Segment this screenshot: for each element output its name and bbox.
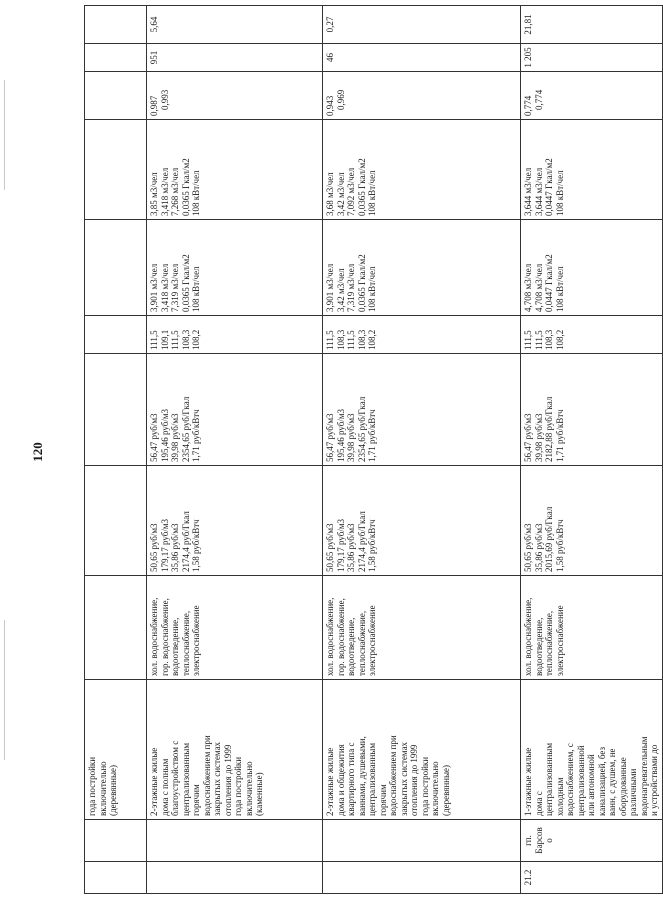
cell-line: централизованным [180,742,191,816]
cell-line: 2354,65 руб/Гкал [356,396,367,462]
cell-line: 0,0365 Гкал/м2 [180,158,191,216]
cell-line: 39,98 руб/м3 [533,413,544,462]
cell-services [521,576,663,680]
cell-services [147,576,323,680]
cell-tariff-new [323,354,521,466]
scan-edge-mark-top [4,80,5,190]
cell-line: водоснабжением при [201,735,212,816]
cell-line: 0,0365 Гкал/м2 [180,254,191,312]
cell-norm-new [323,120,521,220]
cell-norm-new [147,120,323,220]
cell-line: теплоснабжение, [544,610,554,676]
cell-line: отопления до 1999 [409,744,419,816]
cell-norm-previous [323,220,521,316]
cell-line: закрытых системах [398,741,409,816]
cell-number [147,862,323,894]
cell-line: 39,98 руб/м3 [170,413,180,462]
cell-line: закрытых системах [212,741,222,816]
cell-line: различными [628,768,638,816]
cell-line: 111,5 [523,330,533,350]
cell-coefficient [521,72,663,120]
table-row [147,6,323,894]
cell-tariff-new [521,354,663,466]
cell-line: (каменные) [254,772,264,816]
cell-line: 111,5 [170,330,180,350]
cell-norm-new [521,120,663,220]
cell-tariff-previous [323,466,521,576]
coefficient-primary: 0,987 [149,95,159,116]
cell-line: отопления до 1999 [222,744,233,816]
cell-line: 108,3 [356,329,367,350]
cell-line: хол. водоснабжение, [325,597,335,676]
cell-line: года постройки [233,756,243,816]
cell-line: 56,47 руб/м3 [325,413,335,462]
cell-line: 0,0447 Гкал/м2 [544,254,554,312]
cell-payment-change [85,6,147,44]
coefficient-secondary: 0,969 [335,89,346,110]
cell-line: 108 кВт/чел [554,266,565,312]
cell-line: 7,319 м3/чел [346,263,356,312]
cell-line: 2-этажные жилые [149,747,159,816]
cell-line: 35,86 руб/м3 [170,523,180,572]
cell-population: 1 205 [521,44,663,72]
cell-line: 179,17 руб/м3 [335,518,346,572]
cell-line: 2354,65 руб/Гкал [180,396,191,462]
cell-line: 3,85 м3/чел [149,172,159,216]
cell-tariff-new [85,354,147,466]
cell-line: ванн, с душем, не [607,748,617,816]
cell-services [85,576,147,680]
cell-line: 2174,4 руб/Гкал [180,511,191,572]
cell-population [85,44,147,72]
cell-line: оборудованные [617,757,628,816]
cell-line: 1,58 руб/кВтч [554,519,565,572]
cell-line: гор. водоснабжение, [159,598,170,676]
cell-line: 50,65 руб/м3 [523,523,533,572]
cell-housing-type [521,680,663,820]
cell-line: водоснабжением при [388,735,398,816]
cell-line: 2-этажные жилые [325,747,335,816]
cell-line: теплоснабжение, [356,610,367,676]
cell-line: (деревянные) [108,764,118,816]
cell-payment-change: 21,81 [521,6,663,44]
cell-line: 7,268 м3/чел [170,167,180,216]
cell-norm-previous [521,220,663,316]
cell-line: электроснабжение [554,605,565,676]
cell-line: 1,58 руб/кВтч [191,519,201,572]
cell-norm-previous [147,220,323,316]
tariff-table [84,5,663,894]
cell-line: 1,58 руб/кВтч [367,519,377,572]
cell-line: электроснабжение [367,605,377,676]
cell-line: 108 кВт/чел [367,266,377,312]
cell-line: 1,71 руб/кВтч [554,409,565,462]
cell-line: водоотведение, [346,617,356,676]
cell-line: 108 кВт/чел [191,170,201,216]
cell-line: 111,5 [346,330,356,350]
cell-line: холодным [554,777,565,816]
cell-housing-type [323,680,521,820]
cell-line: 7,092 м3/чел [346,167,356,216]
cell-services [323,576,521,680]
cell-line: 111,5 [533,330,544,350]
cell-population: 951 [147,44,323,72]
cell-number [85,862,147,894]
cell-line: дома и общежития [335,744,346,816]
table-row [521,6,663,894]
cell-line: 109,1 [159,329,170,350]
cell-line: включительно [430,761,440,816]
cell-number: 21.2 [521,862,663,894]
cell-line: дома с [533,791,544,816]
cell-line: 3,68 м3/чел [325,172,335,216]
cell-line: 108 кВт/чел [191,266,201,312]
cell-line: 3,42 м3/чел [335,172,346,216]
cell-line: 1,71 руб/кВтч [367,409,377,462]
cell-settlement [521,820,663,862]
cell-line: благоустройством с [170,740,180,816]
cell-line: 1,71 руб/кВтч [191,409,201,462]
cell-line: 111,5 [149,330,159,350]
cell-norm-new [85,120,147,220]
cell-line: централизованной [575,745,586,816]
cell-line: 2174,4 руб/Гкал [356,511,367,572]
cell-line: 108,3 [335,329,346,350]
cell-tariff-previous [147,466,323,576]
cell-line: горячим [191,784,201,816]
cell-line: 3,901 м3/чел [149,263,159,312]
cell-line: хол. водоснабжение, [523,597,533,676]
cell-line: ваннами, душевыми, [356,736,367,816]
cell-line: водоотведение, [170,617,180,676]
cell-line: 1-этажные жилые [523,747,533,816]
cell-line: 3,418 м3/чел [159,263,170,312]
cell-line: 50,65 руб/м3 [149,523,159,572]
cell-line: 195,46 руб/м3 [335,408,346,462]
cell-line: гор. водоснабжение, [335,598,346,676]
cell-line: 0,0365 Гкал/м2 [356,254,367,312]
cell-line: или автономной [586,754,596,816]
cell-line: централизованным [367,742,377,816]
cell-line: года постройки [419,756,430,816]
cell-line: квартирного типа с [346,742,356,816]
cell-payment-change: 5,64 [147,6,323,44]
cell-line: 0,0365 Гкал/м2 [356,158,367,216]
cell-line: водоотведение, [533,617,544,676]
cell-line: 3,901 м3/чел [325,263,335,312]
cell-line: хол. водоснабжение, [149,597,159,676]
cell-line: 2182,88 руб/Гкал [544,396,554,462]
cell-line: включительно [97,761,108,816]
cell-line: 50,65 руб/м3 [325,523,335,572]
cell-line: Барсов [533,827,544,854]
cell-tariff-new [147,354,323,466]
cell-line: 108 кВт/чел [554,170,565,216]
cell-line: 195,46 руб/м3 [159,408,170,462]
cell-line: и устройствами до [649,744,659,816]
cell-coefficient [147,72,323,120]
cell-line: 35,86 руб/м3 [346,523,356,572]
cell-line: (деревянные) [440,764,451,816]
cell-line: 108 кВт/чел [367,170,377,216]
cell-line: теплоснабжение, [180,610,191,676]
cell-number [323,862,521,894]
coefficient-secondary: 0,774 [533,89,544,110]
coefficient-primary: 0,774 [523,95,533,116]
cell-growth-index [85,316,147,354]
scan-edge-mark-bottom [4,620,5,760]
cell-line: 108,3 [180,329,191,350]
cell-tariff-previous [521,466,663,576]
table-body [85,6,663,894]
cell-line: централизованным [544,742,554,816]
cell-line: 3,418 м3/чел [159,167,170,216]
page-number: 120 [30,442,45,462]
table-row [85,6,147,894]
coefficient-primary: 0,943 [325,95,335,116]
cell-housing-type [147,680,323,820]
cell-line: дома с полным [159,758,170,816]
cell-line: 3,644 м3/чел [523,167,533,216]
table-row [323,6,521,894]
cell-line: канализацией, без [596,746,607,816]
cell-line: 3,42 м3/чел [335,268,346,312]
cell-line: включительно [243,761,254,816]
cell-line: о [544,838,554,843]
cell-housing-type [85,680,147,820]
cell-settlement [85,820,147,862]
cell-population: 46 [323,44,521,72]
cell-line: 56,47 руб/м3 [523,413,533,462]
cell-line: 56,47 руб/м3 [149,413,159,462]
cell-line: 3,644 м3/чел [533,167,544,216]
cell-growth-index [323,316,521,354]
cell-line: горячим [377,784,388,816]
rotated-table [84,6,659,894]
cell-growth-index [521,316,663,354]
cell-line: водоснабжением, с [565,743,575,816]
coefficient-secondary: 0,993 [159,89,170,110]
cell-line: 108,2 [191,329,201,350]
cell-line: 39,98 руб/м3 [346,413,356,462]
cell-settlement [147,820,323,862]
cell-line: 179,17 руб/м3 [159,518,170,572]
cell-line: 111,5 [325,330,335,350]
cell-line: электроснабжение [191,605,201,676]
cell-line: года постройки [87,756,97,816]
rotated-table-stage [84,6,659,894]
cell-line: гп. [523,835,533,846]
cell-tariff-previous [85,466,147,576]
cell-line: 108,2 [554,329,565,350]
cell-norm-previous [85,220,147,316]
cell-line: 108,2 [367,329,377,350]
cell-coefficient [85,72,147,120]
cell-line: 35,86 руб/м3 [533,523,544,572]
cell-line: 4,708 м3/чел [533,263,544,312]
cell-payment-change: 0,27 [323,6,521,44]
cell-line: водонагревательным [638,736,649,816]
cell-settlement [323,820,521,862]
cell-line: 2015,69 руб/Гкал [544,506,554,572]
cell-line: 108,3 [544,329,554,350]
cell-coefficient [323,72,521,120]
cell-line: 0,0447 Гкал/м2 [544,158,554,216]
cell-growth-index [147,316,323,354]
cell-line: 7,319 м3/чел [170,263,180,312]
cell-line: 4,708 м3/чел [523,263,533,312]
